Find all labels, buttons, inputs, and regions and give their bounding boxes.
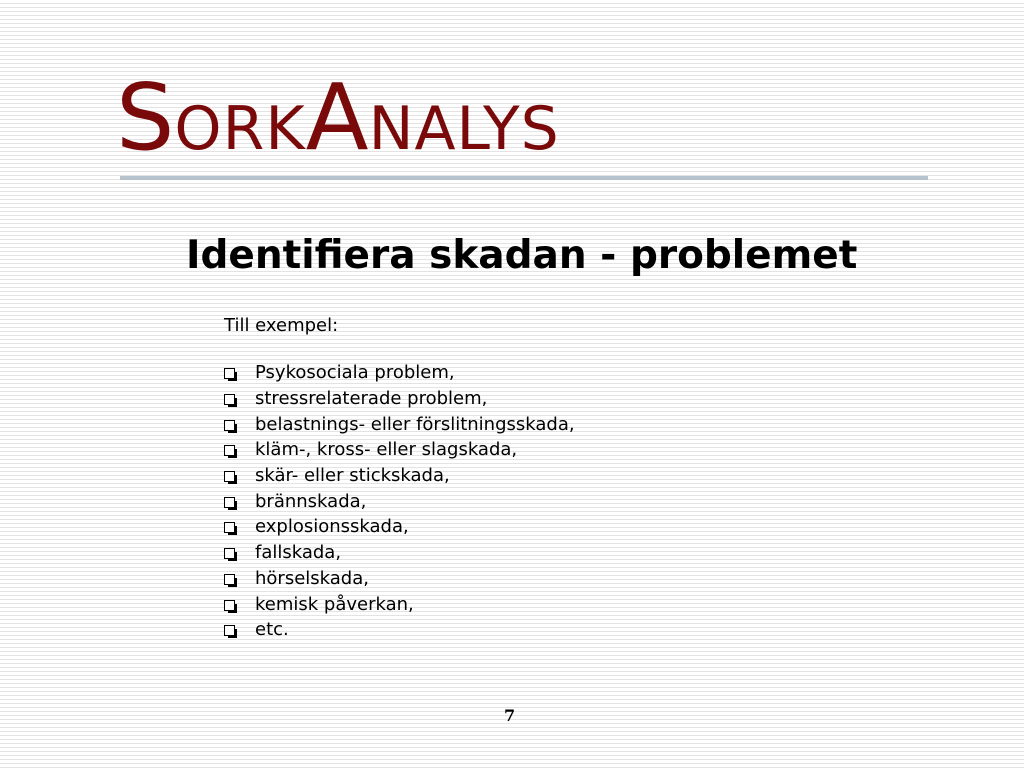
list-item-text: Psykosociala problem, — [255, 362, 455, 384]
list-item — [224, 540, 575, 566]
list-item-text: belastnings- eller förslitningsskada, — [255, 413, 575, 435]
list-item — [224, 437, 575, 463]
list-item-text: explosionsskada, — [255, 516, 409, 538]
square-bullet-icon — [224, 522, 235, 533]
title-letter-a: A — [305, 64, 369, 171]
square-bullet-icon — [224, 574, 235, 585]
square-bullet-icon — [224, 394, 235, 405]
list-item-text: kläm-, kross- eller slagskada, — [255, 439, 518, 461]
square-bullet-icon — [224, 625, 235, 636]
square-bullet-icon — [224, 445, 235, 456]
square-bullet-icon — [224, 471, 235, 482]
list-item-text: etc. — [255, 619, 289, 641]
list-item — [224, 514, 575, 540]
square-bullet-icon — [224, 420, 235, 431]
list-item-text: hörselskada, — [255, 567, 369, 589]
list-item-text: fallskada, — [255, 542, 342, 564]
title-part-ork: ORK — [174, 94, 306, 164]
list-item — [224, 617, 575, 643]
list-item — [224, 488, 575, 514]
slide-title — [116, 64, 560, 171]
square-bullet-icon — [224, 497, 235, 508]
intro-text: Till exempel: — [224, 315, 339, 336]
list-item-text: kemisk påverkan, — [255, 593, 414, 615]
square-bullet-icon — [224, 548, 235, 559]
slide-subtitle: Identifiera skadan - problemet — [186, 233, 858, 278]
list-item — [224, 566, 575, 592]
title-letter-s: S — [116, 64, 175, 171]
list-item — [224, 411, 575, 437]
list-item-text: skär- eller stickskada, — [255, 465, 450, 487]
list-item-text: stressrelaterade problem, — [255, 388, 488, 410]
bullet-list — [224, 360, 575, 643]
list-item-text: brännskada, — [255, 490, 367, 512]
square-bullet-icon — [224, 600, 235, 611]
title-divider — [120, 176, 928, 180]
list-item — [224, 463, 575, 489]
list-item — [224, 591, 575, 617]
title-part-nalys: NALYS — [368, 94, 560, 164]
square-bullet-icon — [224, 368, 235, 379]
list-item — [224, 360, 575, 386]
page-number: 7 — [504, 706, 516, 725]
list-item — [224, 386, 575, 412]
